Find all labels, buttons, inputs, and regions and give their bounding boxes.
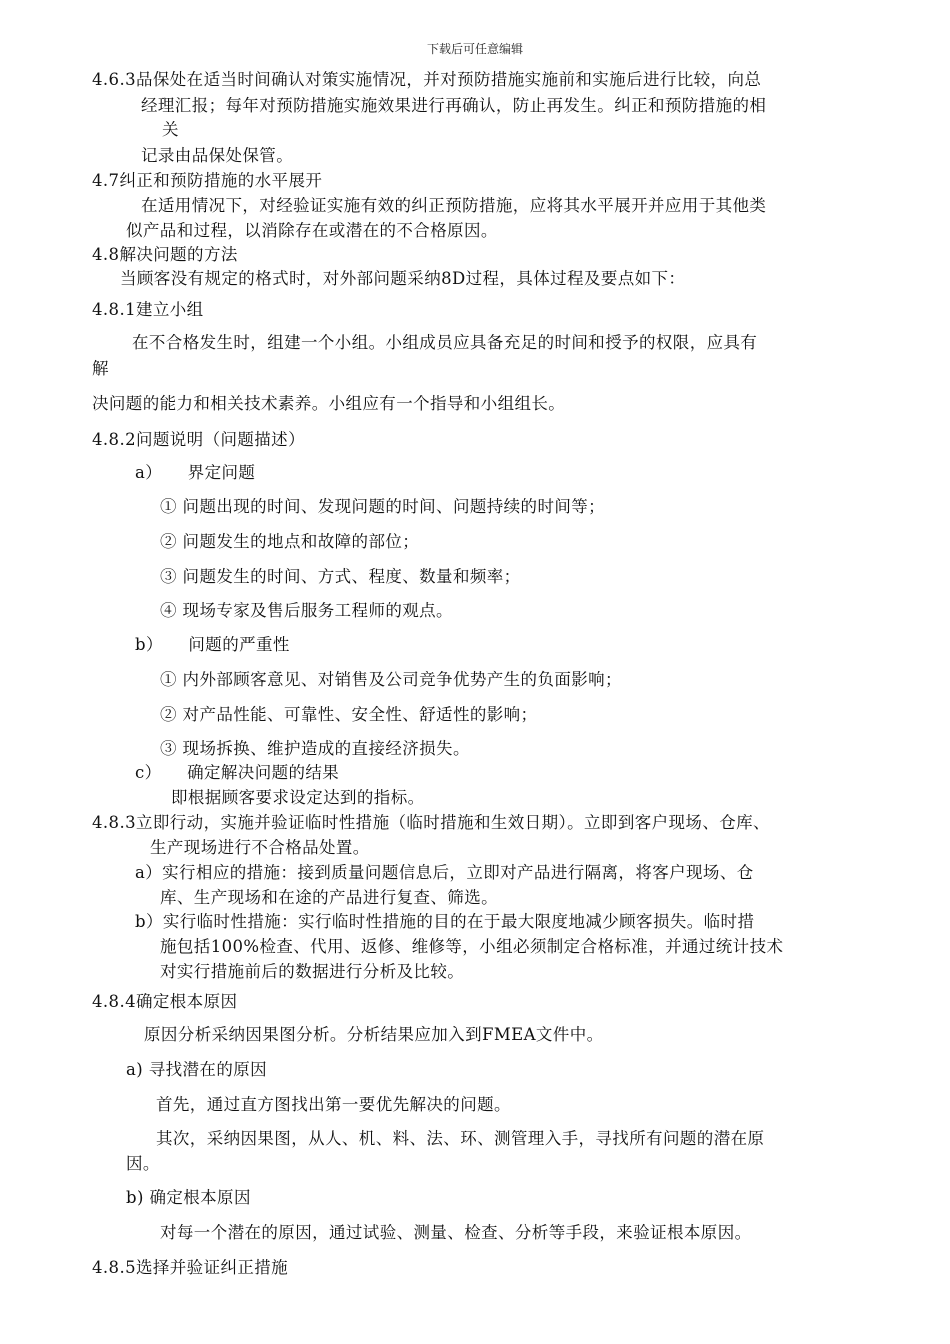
text-line: 施包括100%检查、代用、返修、维修等，小组必须制定合格标准，并通过统计技术 xyxy=(160,937,784,956)
text-line: 似产品和过程，以消除存在或潜在的不合格原因。 xyxy=(126,221,498,240)
text-line: 因。 xyxy=(126,1154,160,1173)
text-line: 关 xyxy=(162,120,179,139)
text-line: 库、生产现场和在途的产品进行复查、筛选。 xyxy=(160,888,498,907)
text-line: 4.8.4确定根本原因 xyxy=(92,992,238,1011)
page-header: 下载后可任意编辑 xyxy=(426,42,523,56)
text-line: 对每一个潜在的原因，通过试验、测量、检查、分析等手段，来验证根本原因。 xyxy=(160,1223,752,1242)
text-line: 4.8.3立即行动，实施并验证临时性措施（临时措施和生效日期）。立即到客户现场、仓库、 xyxy=(92,813,770,832)
text-line: a）实行相应的措施：接到质量问题信息后，立即对产品进行隔离，将客户现场、仓 xyxy=(135,863,754,882)
text-line: 4.7纠正和预防措施的水平展开 xyxy=(92,171,323,190)
text-line: 4.8.5选择并验证纠正措施 xyxy=(92,1258,289,1277)
text-line: 生产现场进行不合格品处置。 xyxy=(150,838,370,857)
text-line: b） 问题的严重性 xyxy=(135,635,290,654)
text-line: 4.8解决问题的方法 xyxy=(92,245,238,264)
text-line: b) 确定根本原因 xyxy=(126,1188,251,1207)
text-line: ② 问题发生的地点和故障的部位； xyxy=(160,532,420,551)
text-line: 在适用情况下，对经验证实施有效的纠正预防措施，应将其水平展开并应用于其他类 xyxy=(141,196,767,215)
text-line: 即根据顾客要求设定达到的指标。 xyxy=(171,788,425,807)
text-line: 4.8.1建立小组 xyxy=(92,300,204,319)
text-line: 其次，采纳因果图，从人、机、料、法、环、测管理入手，寻找所有问题的潜在原 xyxy=(156,1129,765,1148)
text-line: 原因分析采纳因果图分析。分析结果应加入到FMEA文件中。 xyxy=(144,1025,604,1044)
text-line: ④ 现场专家及售后服务工程师的观点。 xyxy=(160,601,453,620)
text-line: ② 对产品性能、可靠性、安全性、舒适性的影响； xyxy=(160,705,538,724)
text-line: ③ 问题发生的时间、方式、程度、数量和频率； xyxy=(160,567,521,586)
text-line: 4.6.3品保处在适当时间确认对策实施情况，并对预防措施实施前和实施后进行比较，向总 xyxy=(92,70,762,89)
text-line: 决问题的能力和相关技术素养。小组应有一个指导和小组组长。 xyxy=(92,394,566,413)
text-line: 解 xyxy=(92,359,109,378)
text-line: a） 界定问题 xyxy=(135,463,256,482)
text-line: ① 内外部顾客意见、对销售及公司竞争优势产生的负面影响； xyxy=(160,670,622,689)
text-line: c） 确定解决问题的结果 xyxy=(135,763,340,782)
text-line: 记录由品保处保管。 xyxy=(141,146,294,165)
text-line: b）实行临时性措施：实行临时性措施的目的在于最大限度地减少顾客损失。临时措 xyxy=(135,912,755,931)
text-line: a) 寻找潜在的原因 xyxy=(126,1060,268,1079)
text-line: 首先，通过直方图找出第一要优先解决的问题。 xyxy=(156,1095,511,1114)
text-line: 对实行措施前后的数据进行分析及比较。 xyxy=(160,962,465,981)
text-line: ③ 现场拆换、维护造成的直接经济损失。 xyxy=(160,739,470,758)
text-line: 在不合格发生时，组建一个小组。小组成员应具备充足的时间和授予的权限，应具有 xyxy=(132,333,758,352)
text-line: 经理汇报；每年对预防措施实施效果进行再确认，防止再发生。纠正和预防措施的相 xyxy=(141,96,767,115)
text-line: ① 问题出现的时间、发现问题的时间、问题持续的时间等； xyxy=(160,497,606,516)
text-line: 当顾客没有规定的格式时，对外部问题采纳8D过程，具体过程及要点如下： xyxy=(120,269,686,288)
text-line: 4.8.2问题说明（问题描述） xyxy=(92,430,305,449)
